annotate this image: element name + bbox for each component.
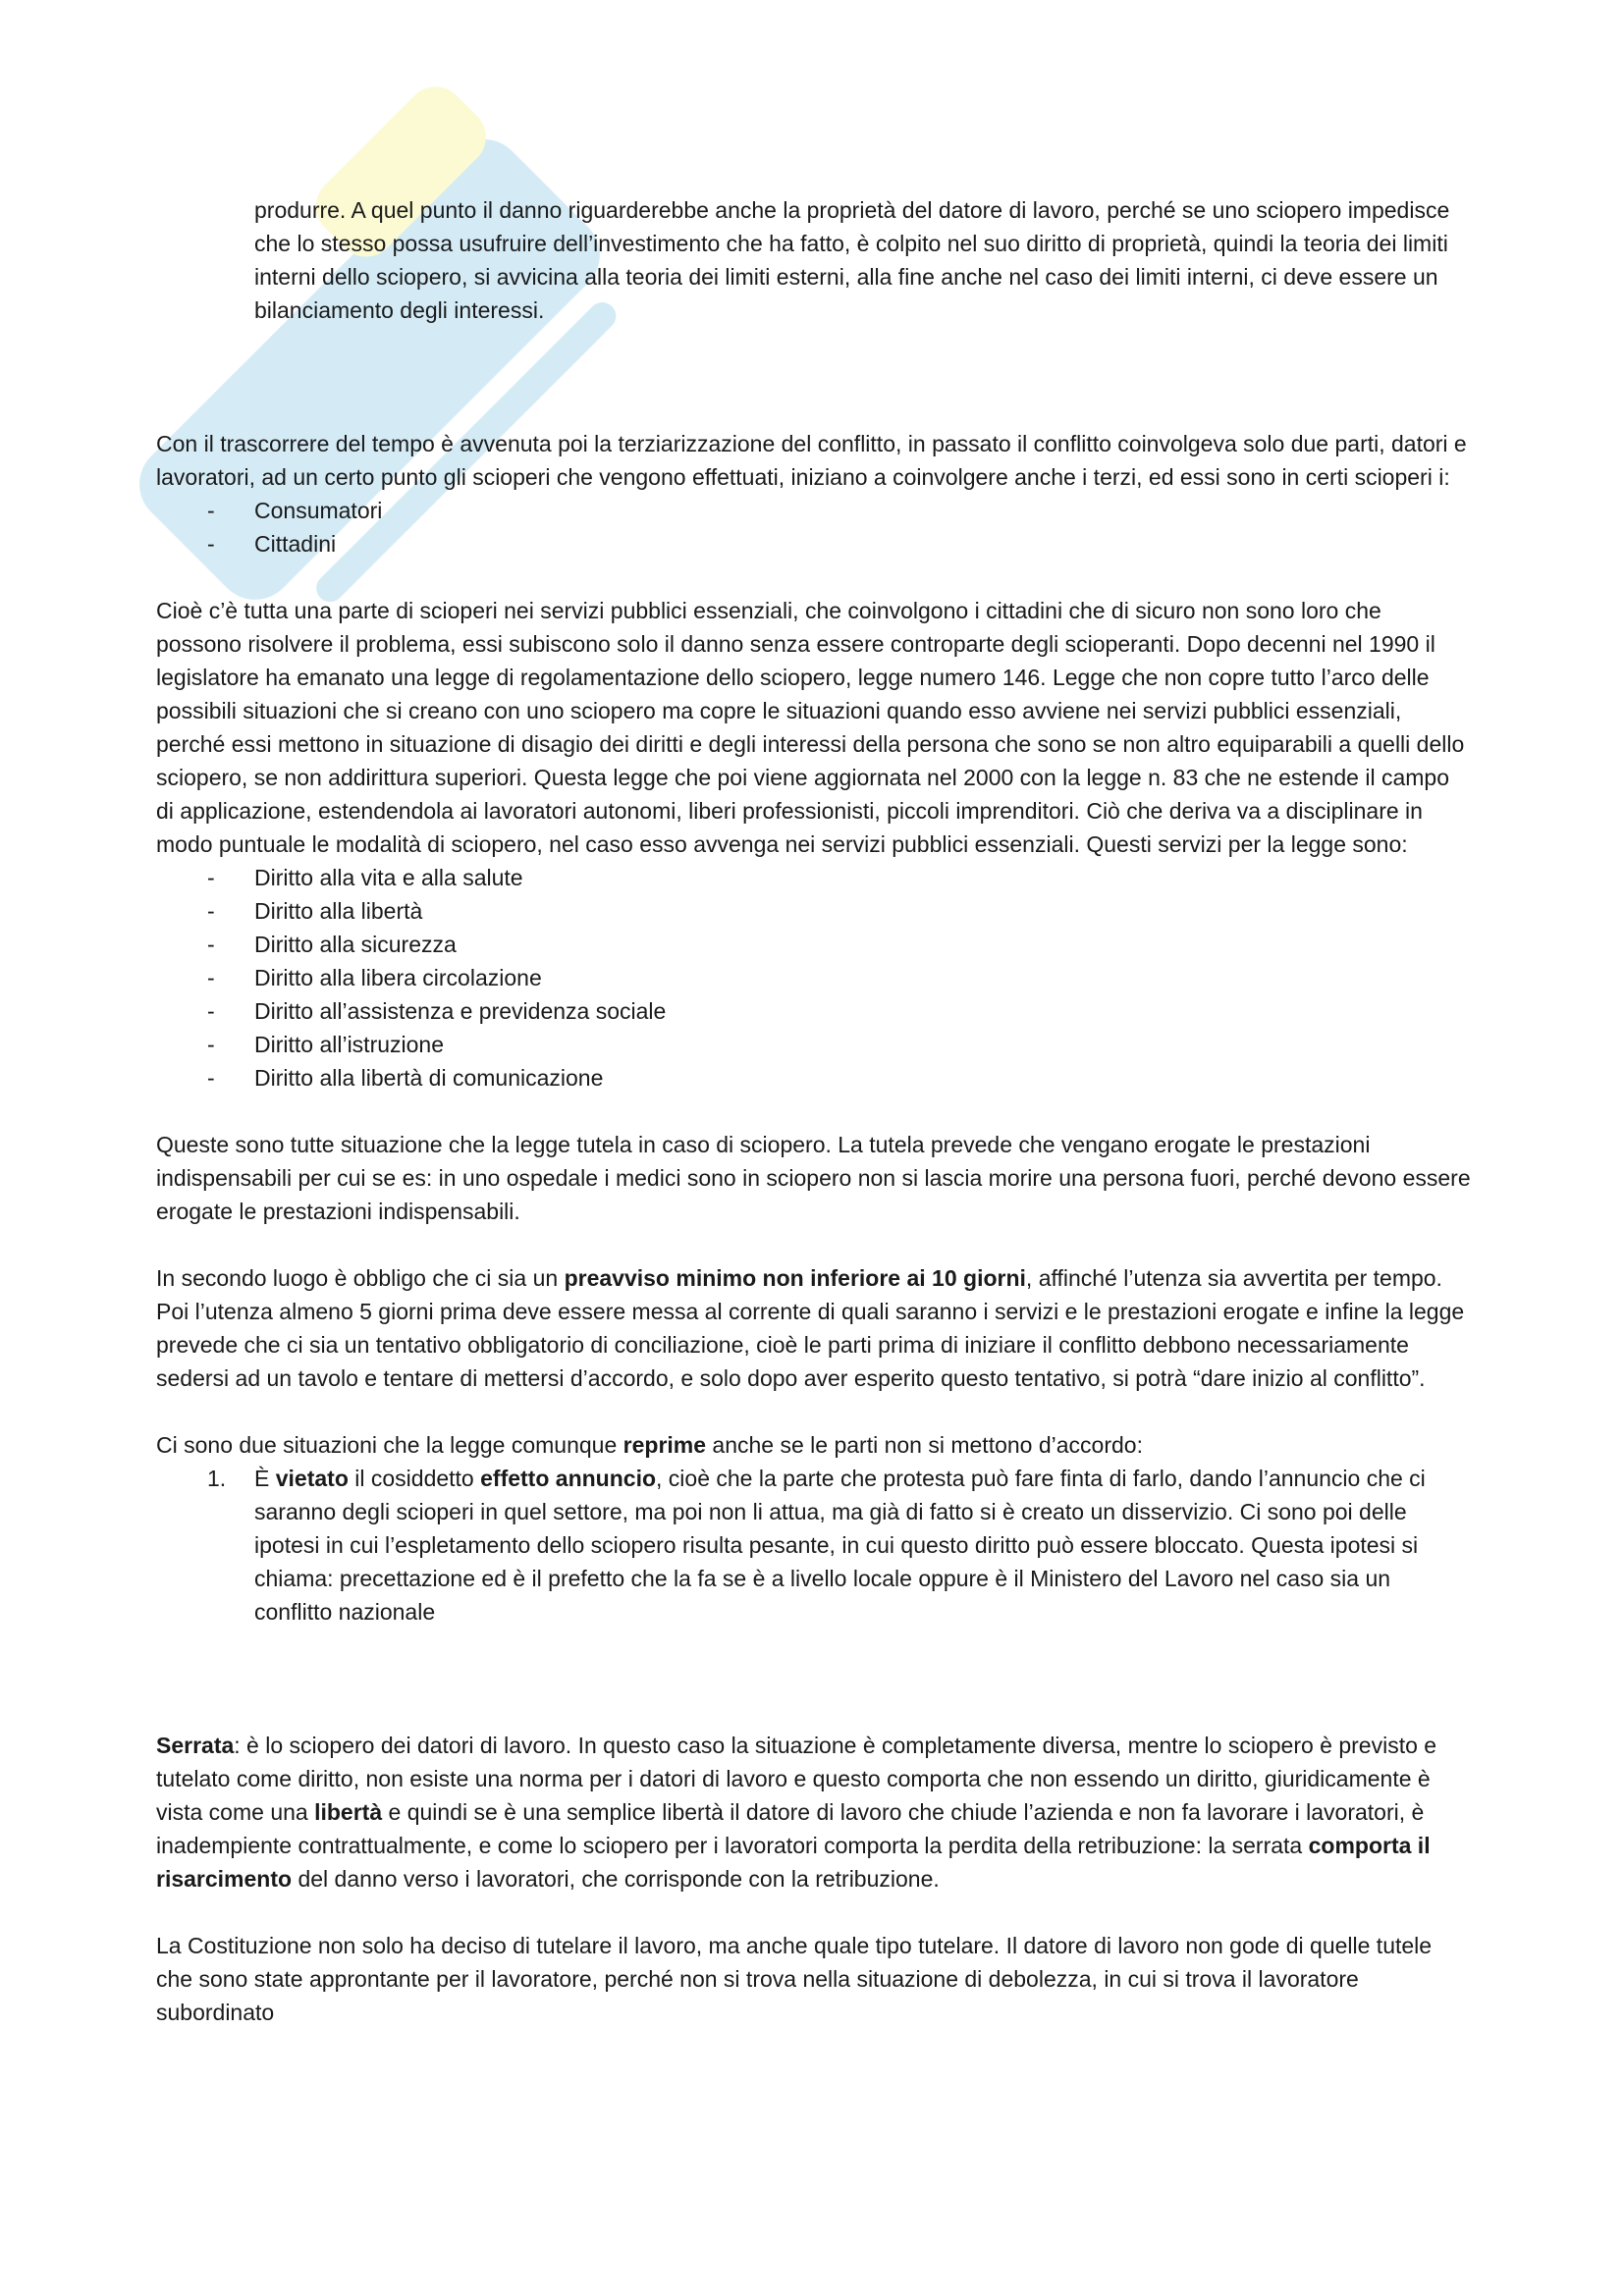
list-item: - Consumatori [207,498,383,523]
document-body [156,193,1472,2029]
terzi-list [156,494,1472,561]
list-item: - Diritto all’assistenza e previdenza sociale [207,998,667,1024]
terziarizzazione-paragraph: Con il trascorrere del tempo è avvenuta poi la terziarizzazione del conflitto, in passato il conflitto coinvolgeva solo due parti, datori e lavoratori, ad un certo punto gli scioperi che vengono effettuati, iniziano a coinvolgere anche i terzi, ed essi sono in certi scioperi i: [156,431,1467,490]
list-item: - Diritto alla libera circolazione [207,965,542,990]
diritti-list [156,861,1472,1095]
list-item: - Cittadini [207,531,337,557]
numbered-list [156,1462,1472,1629]
tutela-paragraph: Queste sono tutte situazione che la legge tutela in caso di sciopero. La tutela prevede che vengano erogate le prestazioni indispensabili per cui se es: in uno ospedale i medici sono in sciopero non si lascia morire una persona fuori, perché devono essere erogate le prestazioni indispensabili. [156,1132,1471,1224]
list-item: - Diritto alla sicurezza [207,932,457,957]
list-item: - Diritto alla libertà di comunicazione [207,1065,604,1091]
costituzione-paragraph: La Costituzione non solo ha deciso di tutelare il lavoro, ma anche quale tipo tutelare. Il datore di lavoro non gode di quelle tutele che sono state approntante per il lavoratore, perché non si trova nella situazione di debolezza, in cui si trova il lavoratore subordinato [156,1933,1433,2025]
servizi-paragraph: Cioè c’è tutta una parte di scioperi nei servizi pubblici essenziali, che coinvolgono i cittadini che di sicuro non sono loro che possono risolvere il problema, essi subiscono solo il danno senza essere controparte degli scioperanti. Dopo decenni nel 1990 il legislatore ha emanato una legge di regolamentazione dello sciopero, legge numero 146. Legge che non copre tutto l’arco delle possibili situazioni che si creano con uno sciopero ma copre le situazioni quando esso avviene nei servizi pubblici essenziali, perché essi mettono in situazione di disagio dei diritti e degli interessi della persona che sono se non altro equiparabili a quelli dello sciopero, se non addirittura superiori. Questa legge che poi viene aggiornata nel 2000 con la legge n. 83 che ne estende il campo di applicazione, estendendola ai lavoratori autonomi, liberi professionisti, piccoli imprenditori. Ciò che deriva va a disciplinare in modo puntuale le modalità di sciopero, nel caso esso avvenga nei servizi pubblici essenziali. Questi servizi per la legge sono: [156,598,1465,857]
preavviso-paragraph: In secondo luogo è obbligo che ci sia un preavviso minimo non inferiore ai 10 giorni, affinché l’utenza sia avvertita per tempo. Poi l’utenza almeno 5 giorni prima deve essere messa al corrente di quali saranno i servizi e le prestazioni erogate e infine la legge prevede che ci sia un tentativo obbligatorio di conciliazione, cioè le parti prima di iniziare il conflitto debbono necessariamente sedersi ad un tavolo e tentare di mettersi d’accordo, e solo dopo aver esperito questo tentativo, si potrà “dare inizio al conflitto”. [156,1265,1465,1391]
serrata-paragraph: Serrata: è lo sciopero dei datori di lavoro. In questo caso la situazione è completamente diversa, mentre lo sciopero è previsto e tutelato come diritto, non esiste una norma per i datori di lavoro e questo comporta che non essendo un diritto, giuridicamente è vista come una libertà e quindi se è una semplice libertà il datore di lavoro che chiude l’azienda e non fa lavorare i lavoratori, è inadempiente contrattualmente, e come lo sciopero per i lavoratori comporta la perdita della retribuzione: la serrata comporta il risarcimento del danno verso i lavoratori, che corrisponde con la retribuzione. [156,1733,1437,1892]
intro-paragraph: produrre. A quel punto il danno riguarderebbe anche la proprietà del datore di lavoro, perché se uno sciopero impedisce che lo stesso possa usufruire dell’investimento che ha fatto, è colpito nel suo diritto di proprietà, quindi la teoria dei limiti interni dello sciopero, si avvicina alla teoria dei limiti esterni, alla fine anche nel caso dei limiti interni, ci deve essere un bilanciamento degli interessi. [254,197,1450,323]
reprime-paragraph: Ci sono due situazioni che la legge comunque reprime anche se le parti non si mettono d’accordo: [156,1432,1143,1458]
list-item: 1. È vietato il cosiddetto effetto annuncio, cioè che la parte che protesta può fare finta di farlo, dando l’annuncio che ci saranno degli scioperi in quel settore, ma poi non li attua, ma già di fatto si è creato un disservizio. Ci sono poi delle ipotesi in cui l’espletamento dello sciopero risulta pesante, in cui questo diritto può essere bloccato. Questa ipotesi si chiama: precettazione ed è il prefetto che la fa se è a livello locale oppure è il Ministero del Lavoro nel caso sia un conflitto nazionale [207,1466,1426,1625]
list-item: - Diritto alla vita e alla salute [207,865,523,890]
list-item: - Diritto alla libertà [207,898,423,924]
list-item: - Diritto all’istruzione [207,1032,445,1057]
